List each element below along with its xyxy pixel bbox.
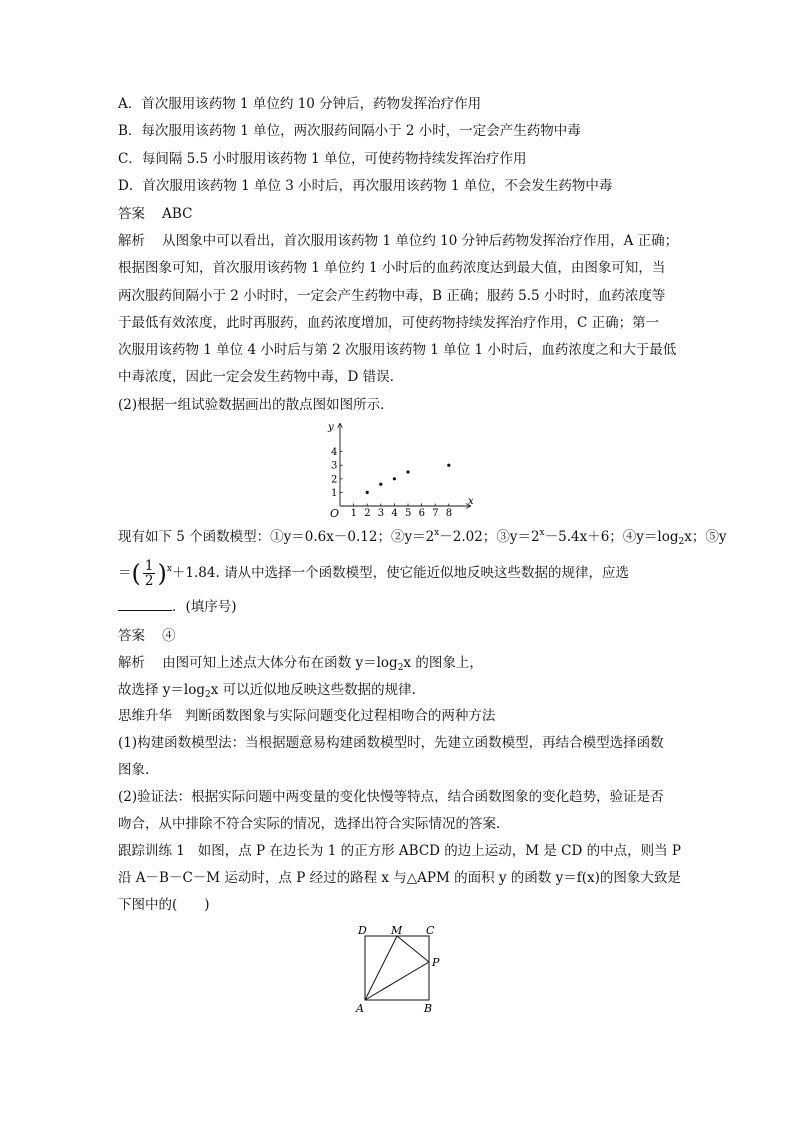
model-4 <box>623 529 706 545</box>
models-line-2: ＝( $\frac{1}{2}$ )$^x$＋1.84. 请从中选择一个函数模型，使它能近似地反映这些数据的规律，应选 <box>118 558 630 589</box>
data-point <box>447 464 450 467</box>
thinking-title: 判断函数图象与实际问题变化过程相吻合的两种方法 <box>184 708 496 724</box>
y-tick-label: 2 <box>331 474 338 486</box>
label-c: C <box>426 924 435 937</box>
models-line-1 <box>118 524 727 551</box>
model-5-rest: ＋1.84. 请从中选择一个函数模型，使它能近似地反映这些数据的规律，应选 <box>171 565 630 581</box>
model-3-exp: x <box>539 528 545 538</box>
x-tick-label: 7 <box>432 508 439 519</box>
answer-2 <box>118 627 176 645</box>
model-4-sub: 2 <box>678 537 685 547</box>
data-point <box>393 477 396 480</box>
data-point <box>406 470 409 473</box>
analysis-2-line-2: 故选择 $y=\log_2x$ 可以近似地反映这些数据的规律. <box>118 682 416 700</box>
x-tick-label: 5 <box>405 508 412 519</box>
model-3-base: ③y＝2 <box>496 529 540 545</box>
practice-line-1 <box>118 842 681 860</box>
models-prefix: 现有如下 5 个函数模型： <box>118 529 271 545</box>
practice-text: 如图，点 P 在边长为 1 的正方形 ABCD 的边上运动，M 是 CD 的中点，则当 P <box>197 843 681 859</box>
analysis-label: 解析 <box>118 655 145 671</box>
method-1-line-1: (1)构建函数模型法：当根据题意易构建函数模型时，先建立函数模型，再结合模型选择函数 <box>118 735 664 751</box>
model-4-base: ④y＝log <box>622 529 679 545</box>
model-2-rest: －2.02； <box>439 529 497 545</box>
model-2-base: ②y＝2 <box>390 529 435 545</box>
data-point <box>379 483 382 486</box>
practice-label: 跟踪训练 1 <box>118 843 185 859</box>
method-2-line-1: (2)验证法：根据实际问题中两变量的变化快慢等特点，结合函数图象的变化趋势，验证是否 <box>118 789 664 805</box>
label-a: A <box>356 1002 364 1015</box>
label-m: M <box>391 924 403 937</box>
x-tick-label: 6 <box>418 508 425 519</box>
x-tick-label: 2 <box>364 508 371 519</box>
model-1: ①y＝0.6x－0.12； <box>270 529 391 545</box>
model-3-rest: －5.4x＋6； <box>544 529 623 545</box>
model-5-start: ⑤y <box>705 529 727 545</box>
model-2 <box>391 529 496 545</box>
label-p: P <box>432 956 440 969</box>
analysis-text: 从图象中可以看出，首次服用该药物 1 单位约 10 分钟后药物发挥治疗作用，A 正确； <box>162 233 679 249</box>
origin-label: O <box>330 507 340 520</box>
analysis-1-line-4: 于最低有效浓度，此时再服药，血药浓度增加，可使药物持续发挥治疗作用，C 正确；第一 <box>118 315 660 331</box>
method-1-line-2: 图象. <box>118 762 150 778</box>
model-4-rest: x； <box>684 529 706 545</box>
analysis-label: 解析 <box>118 233 145 249</box>
model-3 <box>496 529 622 545</box>
option-d: D．首次服用该药物 1 单位 3 小时后，再次服用该药物 1 单位，不会发生药物中毒 <box>118 178 613 194</box>
practice-line-3: 下图中的( ) <box>118 897 210 913</box>
x-tick-label: 8 <box>445 508 453 519</box>
x-tick-label: 4 <box>391 508 398 519</box>
analysis-1-line-3: 两次服药间隔小于 2 小时时，一定会产生药物中毒，B 正确；服药 5.5 小时时，血药浓度等 <box>118 288 666 304</box>
thinking-heading <box>118 707 495 725</box>
x-tick-label: 1 <box>350 508 357 519</box>
option-b: B．每次服用该药物 1 单位，两次服药间隔小于 2 小时，一定会产生药物中毒 <box>118 123 581 139</box>
y-tick-label: 3 <box>331 460 338 472</box>
thinking-label: 思维升华 <box>118 708 172 724</box>
equals-sign: ＝ <box>118 565 132 581</box>
answer-label: 答案 <box>118 628 145 644</box>
label-b: B <box>424 1002 433 1015</box>
method-2-line-2: 吻合，从中排除不符合实际的情况，选择出符合实际情况的答案. <box>118 816 501 832</box>
analysis-1-line-2: 根据图象可知，首次服用该药物 1 单位约 1 小时后的血药浓度达到最大值，由图象可知，当 <box>118 260 666 276</box>
label-d: D <box>358 924 367 937</box>
y-tick-label: 1 <box>331 487 338 499</box>
analysis-2-line-1: 解析 由图可知上述点大体分布在函数 $y=\log_2x$ 的图象上， <box>118 655 483 673</box>
analysis-1-line-5: 次服用该药物 1 单位 4 小时后与第 2 次服用该药物 1 单位 1 小时后，血药浓度之和大于最低 <box>118 342 677 358</box>
answer-label: 答案 <box>118 206 145 222</box>
fraction-one-half: $\frac{1}{2}$ <box>144 558 154 589</box>
scatter-chart <box>318 418 478 520</box>
model-2-exp: x <box>434 528 440 538</box>
fill-in-line <box>118 598 237 616</box>
y-tick-label: 4 <box>331 447 338 459</box>
segment-mp <box>397 936 429 962</box>
x-axis-label: x <box>468 496 474 507</box>
option-a: A．首次服用该药物 1 单位约 10 分钟后，药物发挥治疗作用 <box>118 96 482 112</box>
answer-blank[interactable] <box>118 598 172 611</box>
data-point <box>366 491 369 494</box>
fill-hint: ．(填序号) <box>172 599 237 615</box>
answer-value: ABC <box>162 206 193 222</box>
question-2-intro: (2)根据一组试验数据画出的散点图如图所示． <box>118 397 394 413</box>
practice-line-2: 沿 A－B－C－M 运动时，点 P 经过的路程 x 与△APM 的面积 y 的函数 y＝f(x)的图象大致是 <box>118 870 681 886</box>
square-figure <box>354 924 454 1016</box>
analysis-1-line-1 <box>118 232 678 250</box>
analysis-1-line-6: 中毒浓度，因此一定会发生药物中毒，D 错误. <box>118 369 394 385</box>
answer-1 <box>118 205 192 223</box>
x-tick-label: 3 <box>377 508 385 519</box>
option-c: C．每间隔 5.5 小时服用该药物 1 单位，可使药物持续发挥治疗作用 <box>118 151 527 167</box>
answer-value: ④ <box>162 628 176 644</box>
model-5-exp: x <box>166 564 172 574</box>
y-axis-label: y <box>328 422 334 433</box>
